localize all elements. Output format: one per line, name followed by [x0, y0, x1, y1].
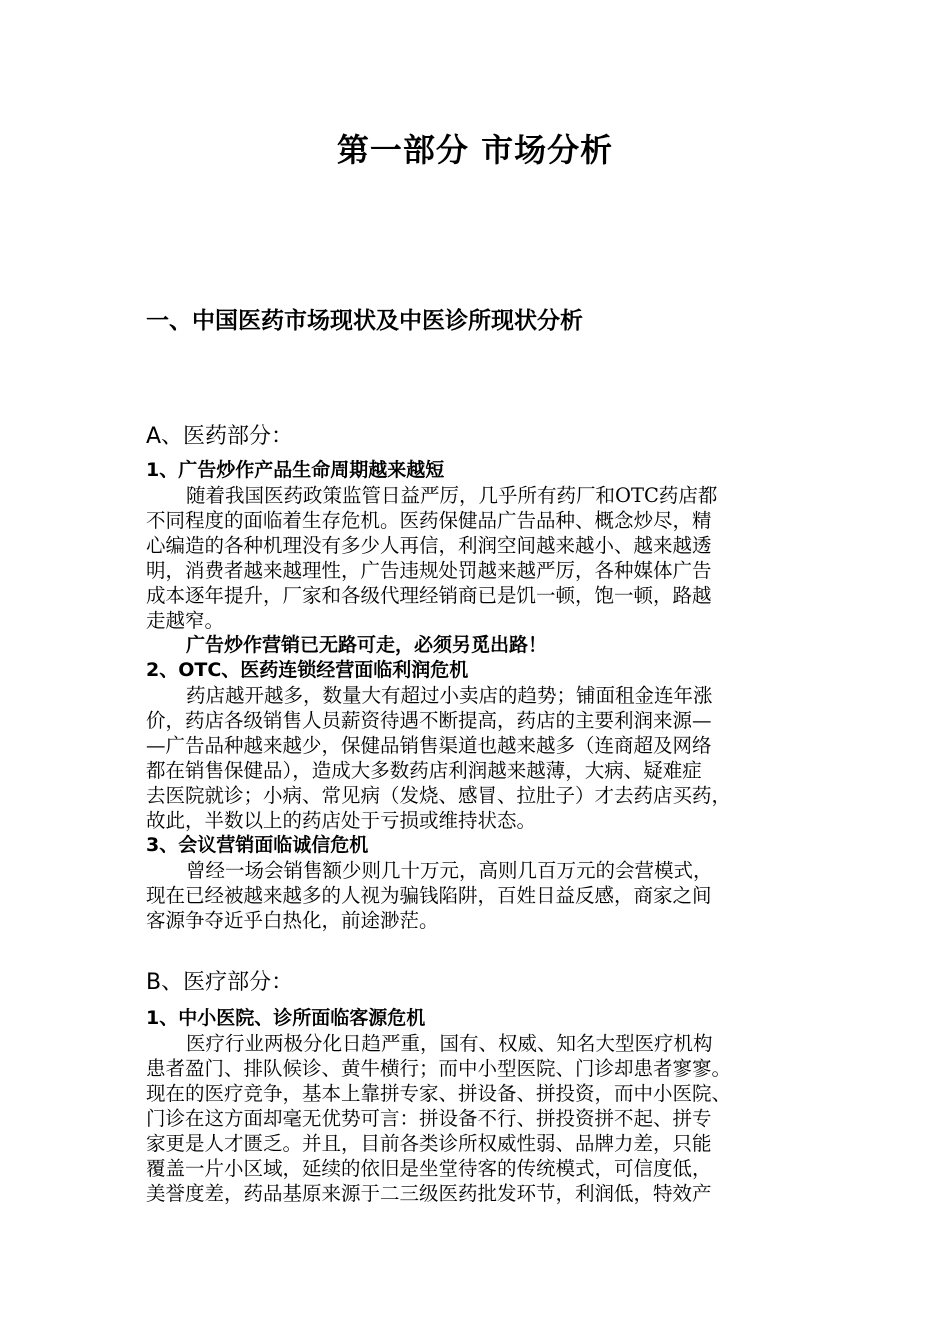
paragraph-line: 随着我国医药政策监管日益严厉，几乎所有药厂和OTC药店都 — [186, 484, 718, 507]
paragraph-line: 走越窄。 — [146, 609, 225, 632]
paragraph-line: 覆盖一片小区域，延续的依旧是坐堂待客的传统模式，可信度低， — [146, 1157, 712, 1180]
paragraph-line: 心编造的各种机理没有多少人再信，利润空间越来越小、越来越透 — [146, 534, 712, 557]
paragraph-line: 医疗行业两极分化日趋严重，国有、权威、知名大型医疗机构 — [186, 1032, 713, 1055]
paragraph-line: 药店越开越多，数量大有超过小卖店的趋势；铺面租金连年涨 — [186, 684, 713, 707]
item-b1-heading: 1、中小医院、诊所面临客源危机 — [146, 1007, 426, 1029]
paragraph-line: 故此，半数以上的药店处于亏损或维持状态。 — [146, 809, 537, 832]
part-b-heading: B、医疗部分： — [146, 970, 294, 995]
item-a2-heading: 2、OTC、医药连锁经营面临利润危机 — [146, 659, 469, 681]
paragraph-line: 不同程度的面临着生存危机。医药保健品广告品种、概念炒尽，精 — [146, 509, 712, 532]
part-a-heading: A、医药部分： — [146, 424, 294, 449]
page-title: 第一部分 市场分析 — [336, 131, 614, 169]
emphasis-line: 广告炒作营销已无路可走，必须另觅出路！ — [186, 634, 548, 656]
paragraph-line: 明，消费者越来越理性，广告违规处罚越来越严厉，各种媒体广告 — [146, 559, 712, 582]
section-heading: 一、中国医药市场现状及中医诊所现状分析 — [146, 308, 583, 334]
paragraph-line: 美誉度差，药品基原来源于二三级医药批发环节，利润低，特效产 — [146, 1182, 712, 1205]
paragraph-line: 成本逐年提升，厂家和各级代理经销商已是饥一顿，饱一顿，路越 — [146, 584, 712, 607]
paragraph-line: 客源争夺近乎白热化，前途渺茫。 — [146, 909, 439, 932]
paragraph-line: 患者盈门、排队候诊、黄牛横行；而中小型医院、门诊却患者寥寥。 — [146, 1057, 732, 1080]
paragraph-line: 曾经一场会销售额少则几十万元，高则几百万元的会营模式， — [186, 859, 713, 882]
paragraph-line: 家更是人才匮乏。并且，目前各类诊所权威性弱、品牌力差，只能 — [146, 1132, 712, 1155]
paragraph-line: 门诊在这方面却毫无优势可言：拼设备不行、拼投资拼不起、拼专 — [146, 1107, 712, 1130]
paragraph-line: —广告品种越来越少，保健品销售渠道也越来越多（连商超及网络 — [146, 734, 712, 757]
paragraph-line: 价，药店各级销售人员薪资待遇不断提高，药店的主要利润来源— — [146, 709, 712, 732]
paragraph-line: 都在销售保健品），造成大多数药店利润越来越薄，大病、疑难症 — [146, 759, 702, 782]
paragraph-line: 现在已经被越来越多的人视为骗钱陷阱，百姓日益反感，商家之间 — [146, 884, 712, 907]
item-a3-heading: 3、会议营销面临诚信危机 — [146, 834, 369, 856]
paragraph-line: 现在的医疗竞争，基本上靠拼专家、拼设备、拼投资，而中小医院、 — [146, 1082, 732, 1105]
item-a1-heading: 1、广告炒作产品生命周期越来越短 — [146, 459, 445, 481]
paragraph-line: 去医院就诊；小病、常见病（发烧、感冒、拉肚子）才去药店买药， — [146, 784, 732, 807]
